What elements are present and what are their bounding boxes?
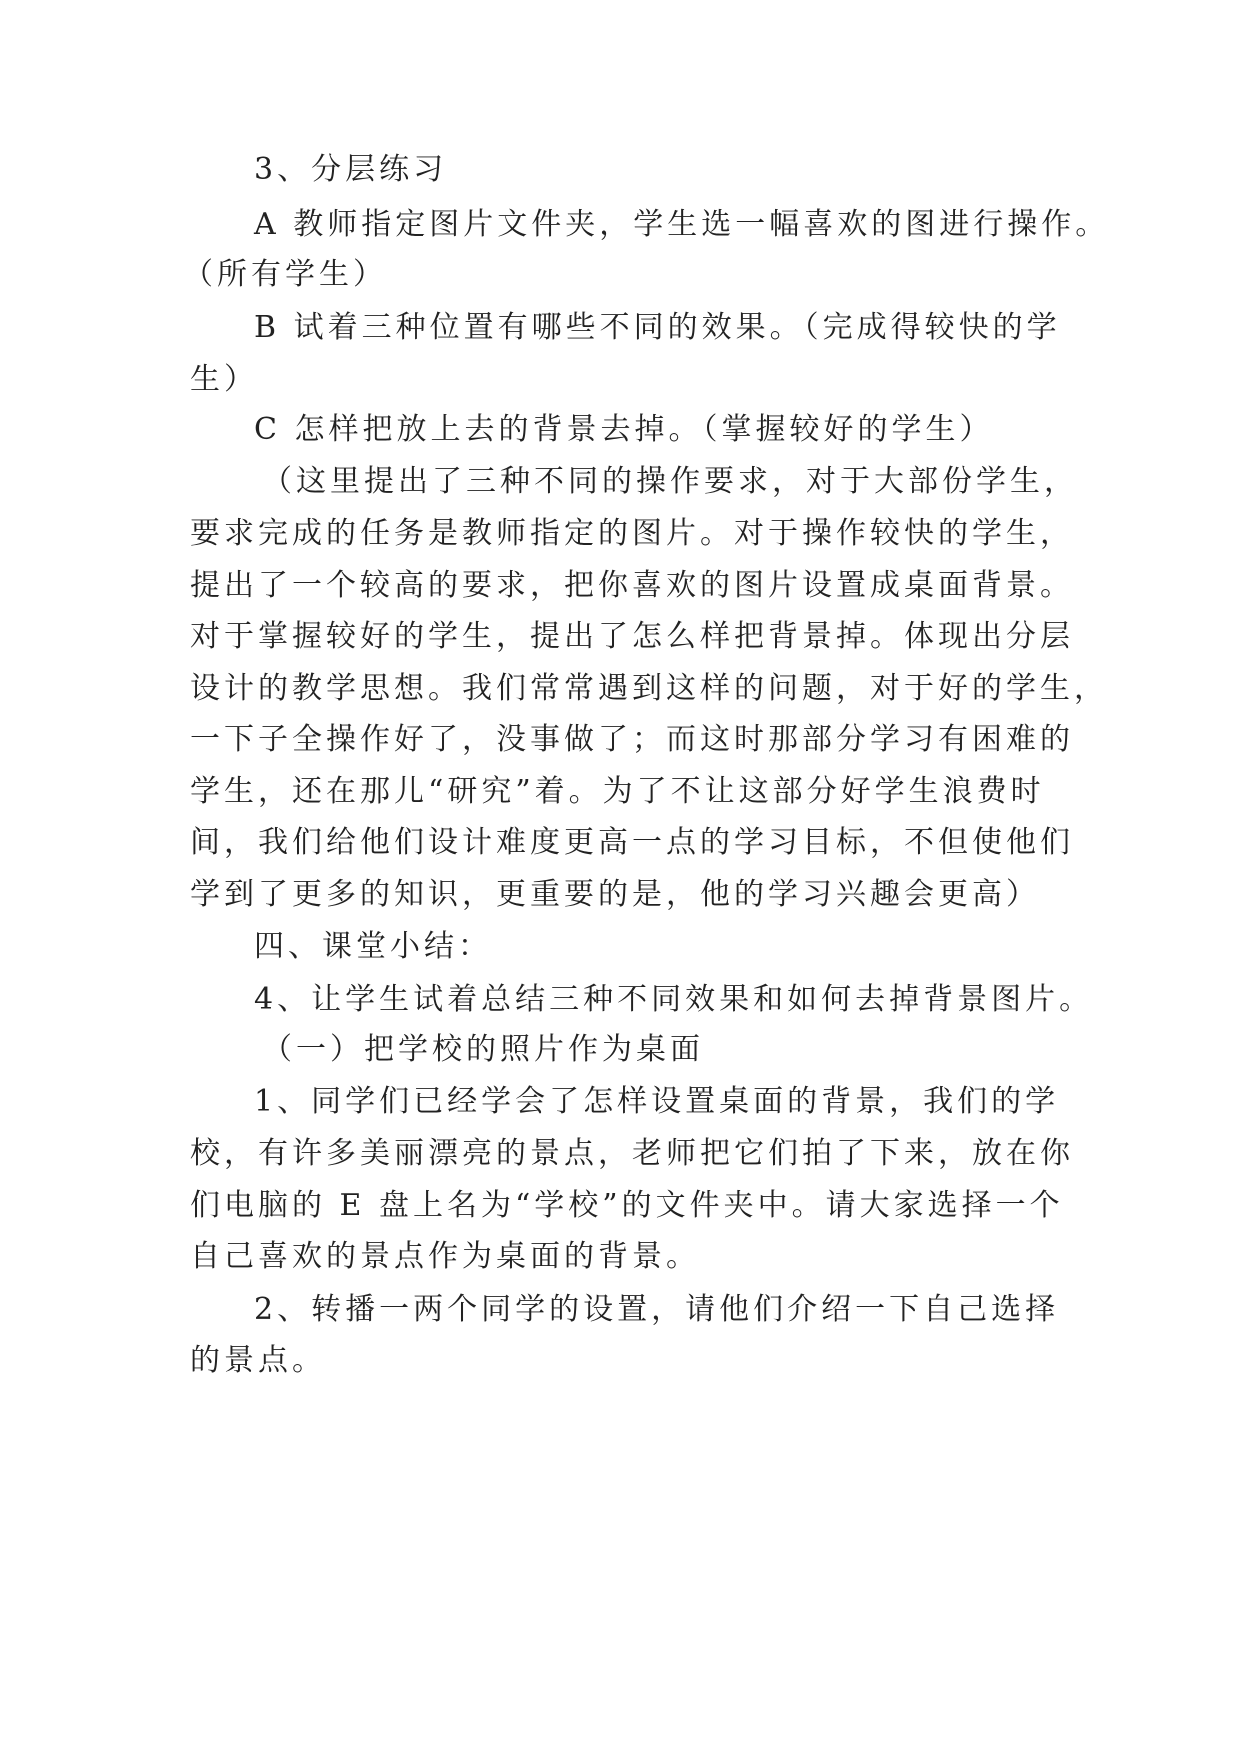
text-line: 生） (190, 362, 258, 397)
text-line: 学到了更多的知识，更重要的是，他的学习兴趣会更高） (190, 877, 1040, 912)
text-line: （所有学生） (183, 257, 387, 292)
text-line: C 怎样把放上去的背景去掉。（掌握较好的学生） (254, 412, 994, 447)
text-line: 间，我们给他们设计难度更高一点的学习目标，不但使他们 (190, 825, 1074, 860)
text-line: 设计的教学思想。我们常常遇到这样的问题，对于好的学生， (190, 671, 1108, 706)
text-line: 4、让学生试着总结三种不同效果和如何去掉背景图片。 (254, 982, 1094, 1017)
text-line: B 试着三种位置有哪些不同的效果。（完成得较快的学 (254, 310, 1061, 345)
text-line: 提出了一个较高的要求，把你喜欢的图片设置成桌面背景。 (190, 568, 1074, 603)
text-line: 四、课堂小结： (254, 929, 492, 964)
text-line: 对于掌握较好的学生，提出了怎么样把背景掉。体现出分层 (190, 619, 1074, 654)
text-line: 的景点。 (190, 1343, 326, 1378)
text-line: （一）把学校的照片作为桌面 (262, 1032, 704, 1067)
text-line: A 教师指定图片文件夹，学生选一幅喜欢的图进行操作。 (254, 207, 1110, 242)
text-line: 3、分层练习 (254, 152, 448, 187)
text-line: 2、转播一两个同学的设置，请他们介绍一下自己选择 (254, 1292, 1060, 1327)
text-line: 学生，还在那儿“研究”着。为了不让这部分好学生浪费时 (190, 774, 1045, 809)
text-line: 一下子全操作好了，没事做了；而这时那部分学习有困难的 (190, 722, 1074, 757)
text-line: 校，有许多美丽漂亮的景点，老师把它们拍了下来，放在你 (190, 1136, 1074, 1171)
text-line: （这里提出了三种不同的操作要求，对于大部份学生， (262, 464, 1078, 499)
text-line: 要求完成的任务是教师指定的图片。对于操作较快的学生， (190, 516, 1074, 551)
text-line: 自己喜欢的景点作为桌面的背景。 (190, 1239, 700, 1274)
text-line: 们电脑的 E 盘上名为“学校”的文件夹中。请大家选择一个 (190, 1188, 1064, 1223)
text-line: 1、同学们已经学会了怎样设置桌面的背景，我们的学 (254, 1084, 1060, 1119)
